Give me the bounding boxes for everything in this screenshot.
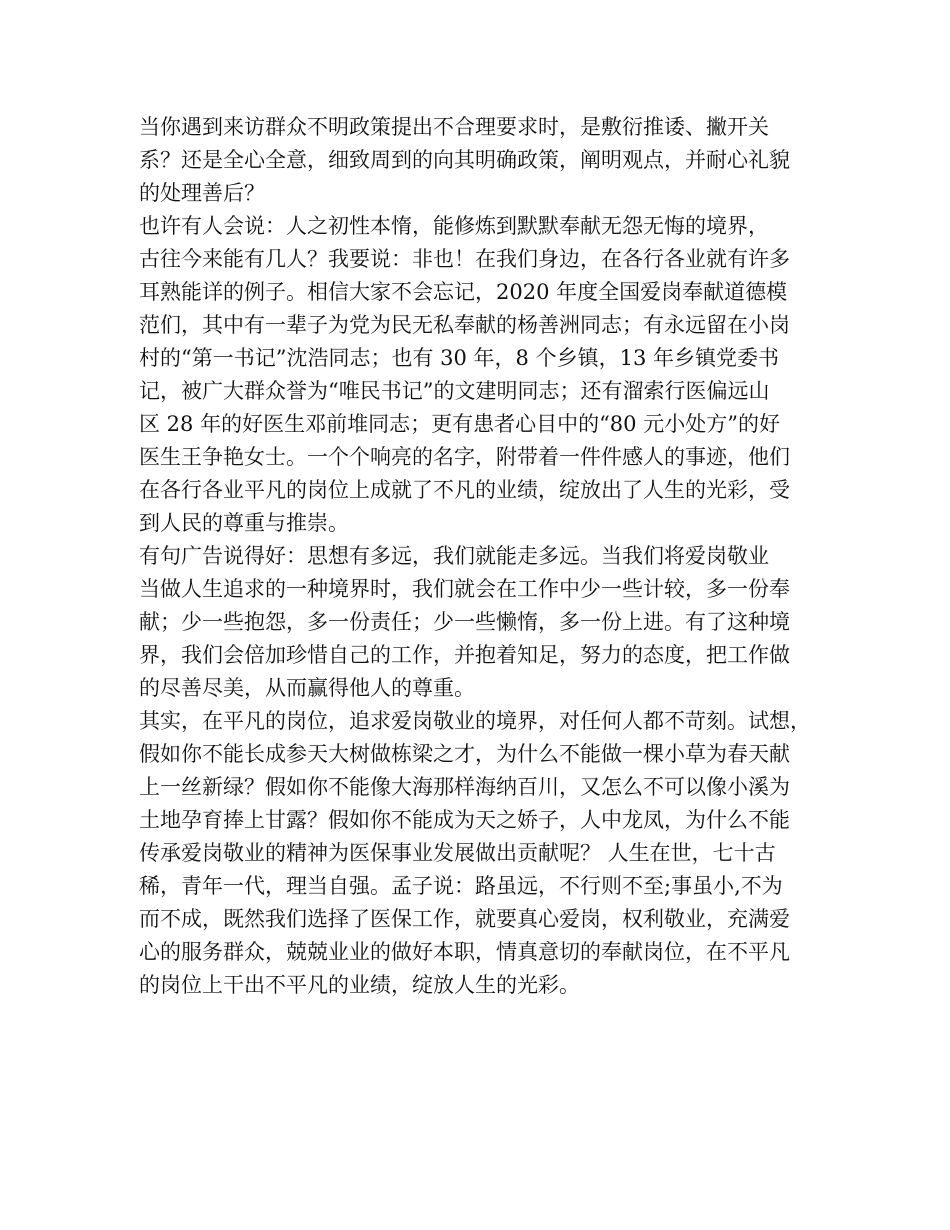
text-line: 界，我们会倍加珍惜自己的工作，并抱着知足，努力的态度，把工作做 [139,643,790,667]
text-line: 医生王争艳女士。一个个响亮的名字，附带着一件件感人的事迹，他们 [139,445,790,469]
text-line: 心的服务群众，兢兢业业的做好本职，情真意切的奉献岗位，在不平凡 [139,940,790,964]
text-line: 土地孕育捧上甘露？假如你不能成为天之娇子，人中龙凤，为什么不能 [139,808,790,832]
text-line: 古往今来能有几人？我要说：非也！在我们身边，在各行各业就有许多 [139,247,790,271]
text-line: 上一丝新绿？假如你不能像大海那样海纳百川，又怎么不可以像小溪为 [139,775,790,799]
text-line: 当做人生追求的一种境界时，我们就会在工作中少一些计较，多一份奉 [139,577,790,601]
text-line: 当你遇到来访群众不明政策提出不合理要求时，是敷衍推诿、撇开关 [139,115,769,139]
text-line: 有句广告说得好：思想有多远，我们就能走多远。当我们将爱岗敬业 [139,544,769,568]
body-text [139,111,819,1002]
text-line: 也许有人会说：人之初性本惰，能修炼到默默奉献无怨无悔的境界， [139,214,769,238]
text-line: 其实，在平凡的岗位，追求爱岗敬业的境界，对任何人都不苛刻。试想， [139,709,811,733]
text-line: 记，被广大群众誉为“唯民书记”的文建明同志；还有溜索行医偏远山 [139,379,770,403]
text-line: 稀，青年一代，理当自强。孟子说：路虽远，不行则不至;事虽小,不为 [139,874,783,898]
text-line: 的处理善后？ [139,181,265,205]
text-line: 在各行各业平凡的岗位上成就了不凡的业绩，绽放出了人生的光彩，受 [139,478,790,502]
text-line: 的岗位上干出不平凡的业绩，绽放人生的光彩。 [139,973,580,997]
text-line: 传承爱岗敬业的精神为医保事业发展做出贡献呢？ 人生在世，七十古 [139,841,776,865]
text-line: 献；少一些抱怨，多一份责任；少一些懒惰，多一份上进。有了这种境 [139,610,790,634]
text-line: 耳熟能详的例子。相信大家不会忘记，2020 年度全国爱岗奉献道德模 [139,280,788,304]
text-line: 范们，其中有一辈子为党为民无私奉献的杨善洲同志；有永远留在小岗 [139,313,790,337]
text-line: 的尽善尽美，从而赢得他人的尊重。 [139,676,475,700]
text-line: 村的“第一书记”沈浩同志；也有 30 年，8 个乡镇，13 年乡镇党委书 [139,346,779,370]
text-line: 假如你不能长成参天大树做栋梁之才，为什么不能做一棵小草为春天献 [139,742,790,766]
text-line: 而不成，既然我们选择了医保工作，就要真心爱岗，权利敬业，充满爱 [139,907,790,931]
text-line: 到人民的尊重与推崇。 [139,511,349,535]
text-line: 系？还是全心全意，细致周到的向其明确政策，阐明观点，并耐心礼貌 [139,148,790,172]
text-line: 区 28 年的好医生邓前堆同志；更有患者心目中的“80 元小处方”的好 [139,412,780,436]
